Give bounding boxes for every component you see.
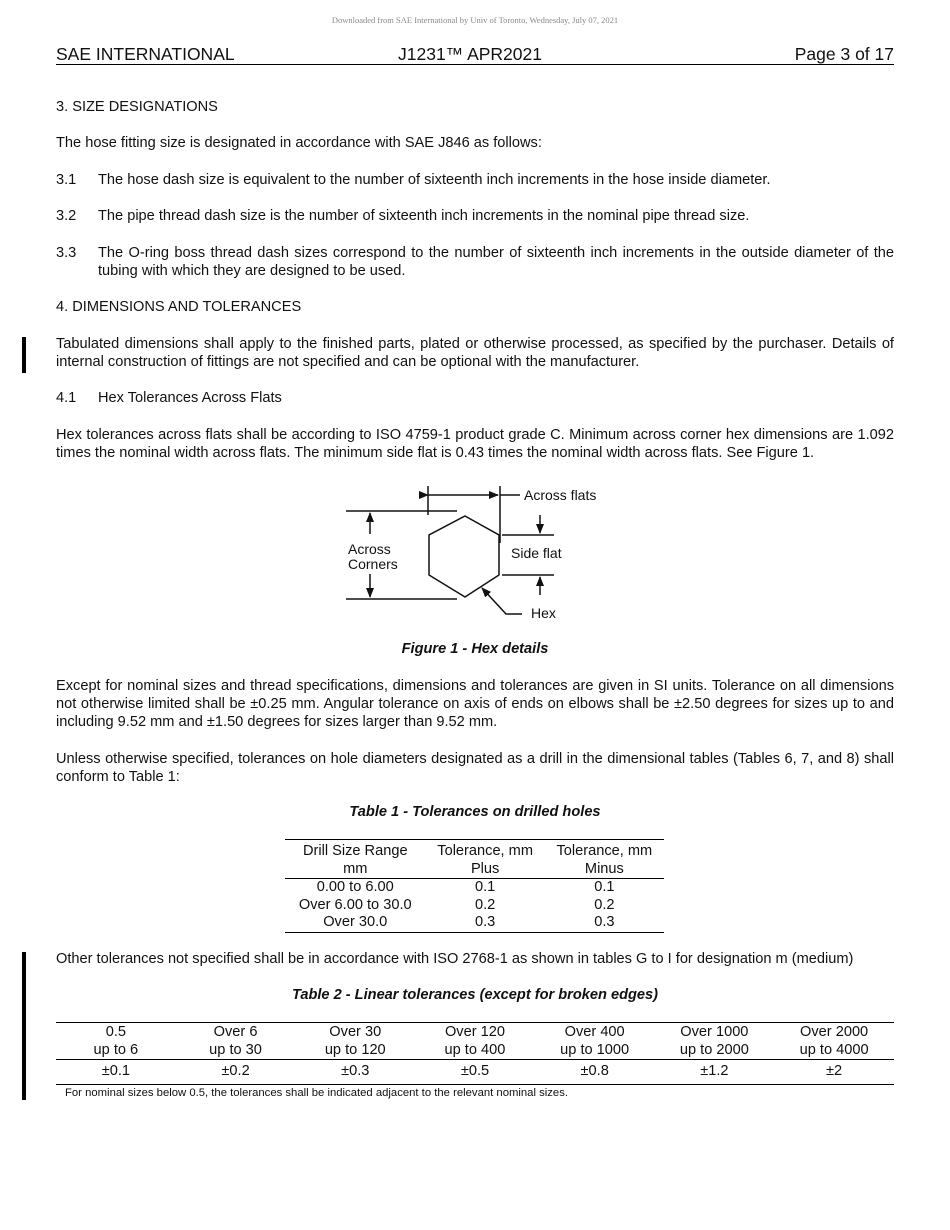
table-cell: ±1.2 (700, 1063, 729, 1079)
label-hex: Hex (531, 605, 556, 621)
table-cell: Over 6.00 to 30.0 (298, 896, 412, 913)
table-cell: ±2 (826, 1063, 843, 1079)
table-header-row (56, 1023, 894, 1060)
table-row (285, 879, 664, 897)
list-item (56, 207, 894, 225)
table-cell: ±0.3 (341, 1063, 370, 1079)
column-header: 0.5 up to 6 (93, 1024, 139, 1058)
table-cell: ±0.2 (221, 1063, 250, 1079)
table-cell: ±0.8 (580, 1063, 609, 1079)
section-3-intro: The hose fitting size is designated in accordance with SAE J846 as follows: (56, 135, 542, 151)
table-cell: ±0.5 (460, 1063, 490, 1079)
table-cell: 0.1 (594, 879, 615, 896)
item-text: The pipe thread dash size is the number of sixteenth inch increments in the nominal pipe thread size. (98, 208, 750, 224)
column-header: Over 30 up to 120 (324, 1024, 386, 1058)
item-text: The hose dash size is equivalent to the number of sixteenth inch increments in the hose inside diameter. (98, 172, 771, 188)
item-number: 3.2 (56, 208, 77, 224)
subsection-number: 4.1 (56, 390, 77, 406)
table-row (285, 897, 664, 915)
table-cell: 0.1 (474, 879, 496, 896)
section-4-heading: 4. DIMENSIONS AND TOLERANCES (56, 299, 302, 315)
label-side-flat: Side flat (511, 545, 562, 561)
table-row (56, 1060, 894, 1085)
item-text: The O-ring boss thread dash sizes correspond to the number of sixteenth inch increments in the outside diameter of the tubing with which they are designed to be used. (98, 245, 894, 279)
label-across: Across (348, 541, 391, 557)
section-4-paragraph: Tabulated dimensions shall apply to the finished parts, plated or otherwise processed, as specified by the purchaser. Details of internal construction of fittings are not specified and can be optional with the manufacturer. (56, 336, 894, 370)
hex-tolerance-paragraph: Hex tolerances across flats shall be according to ISO 4759-1 product grade C. Minimum across corner hex dimensions are 1.092 times the nominal width across flats. The minimum side flat is 0.43 times the nominal width across flats. See Figure 1. (56, 427, 894, 461)
table-cell: 0.2 (594, 896, 615, 913)
header-org: SAE INTERNATIONAL (56, 44, 235, 64)
table-2-footnote: For nominal sizes below 0.5, the tolerances shall be indicated adjacent to the relevant nominal sizes. (65, 1087, 568, 1099)
item-number: 3.3 (56, 245, 77, 261)
label-across-flats: Across flats (524, 487, 597, 503)
list-item (56, 244, 894, 280)
label-corners: Corners (348, 556, 398, 572)
header-doc-id: J1231™ APR2021 (398, 44, 542, 64)
download-watermark: Downloaded from SAE International by Univ of Toronto, Wednesday, July 07, 2021 (331, 15, 619, 25)
column-header: Over 6 up to 30 (209, 1024, 262, 1058)
section-3-heading: 3. SIZE DESIGNATIONS (56, 99, 218, 115)
list-item (56, 171, 894, 189)
drill-tolerance-paragraph: Unless otherwise specified, tolerances on hole diameters designated as a drill in the dimensional tables (Tables 6, 7, and 8) shall conform to Table 1: (56, 751, 894, 785)
subsection-4-1-heading (56, 389, 894, 407)
subsection-title: Hex Tolerances Across Flats (98, 390, 282, 406)
column-header: Drill Size Range mm (302, 843, 408, 877)
table-1-caption: Table 1 - Tolerances on drilled holes (349, 804, 601, 820)
table-cell: ±0.1 (101, 1063, 130, 1079)
item-number: 3.1 (56, 172, 77, 188)
table-cell: Over 30.0 (323, 914, 388, 931)
table-cell: 0.00 to 6.00 (316, 879, 394, 896)
linear-tolerances-table (56, 1022, 894, 1085)
column-header: Over 1000 up to 2000 (679, 1024, 749, 1058)
drilled-holes-table (285, 839, 664, 933)
change-bar (22, 952, 26, 1100)
page-header (56, 44, 894, 65)
table-row (285, 914, 664, 932)
column-header: Tolerance, mm Plus (437, 843, 533, 877)
table-cell: 0.2 (474, 896, 496, 913)
column-header: Over 2000 up to 4000 (799, 1024, 869, 1058)
change-bar (22, 337, 26, 373)
table-2-caption: Table 2 - Linear tolerances (except for broken edges) (291, 987, 659, 1003)
header-page-number: Page 3 of 17 (794, 44, 894, 64)
hexagon-shape (429, 516, 499, 597)
si-units-paragraph: Except for nominal sizes and thread specifications, dimensions and tolerances are given in SI units. Tolerance on all dimensions not otherwise limited shall be ±0.25 mm. Angular tolerance on axis of ends on elbows shall be ±2.50 degrees for sizes up to and including 9.52 mm and ±1.50 degrees for sizes larger than 9.52 mm. (56, 678, 894, 730)
table-cell: 0.3 (474, 914, 496, 931)
column-header: Over 120 up to 400 (444, 1024, 506, 1058)
figure-1-caption: Figure 1 - Hex details (401, 641, 549, 657)
iso-2768-paragraph: Other tolerances not specified shall be in accordance with ISO 2768-1 as shown in tables G to I for designation m (medium) (56, 951, 854, 967)
table-header-row (285, 840, 664, 879)
hex-details-figure (330, 478, 620, 628)
table-cell: 0.3 (594, 914, 615, 931)
column-header: Over 400 up to 1000 (560, 1024, 630, 1058)
column-header: Tolerance, mm Minus (556, 843, 653, 877)
